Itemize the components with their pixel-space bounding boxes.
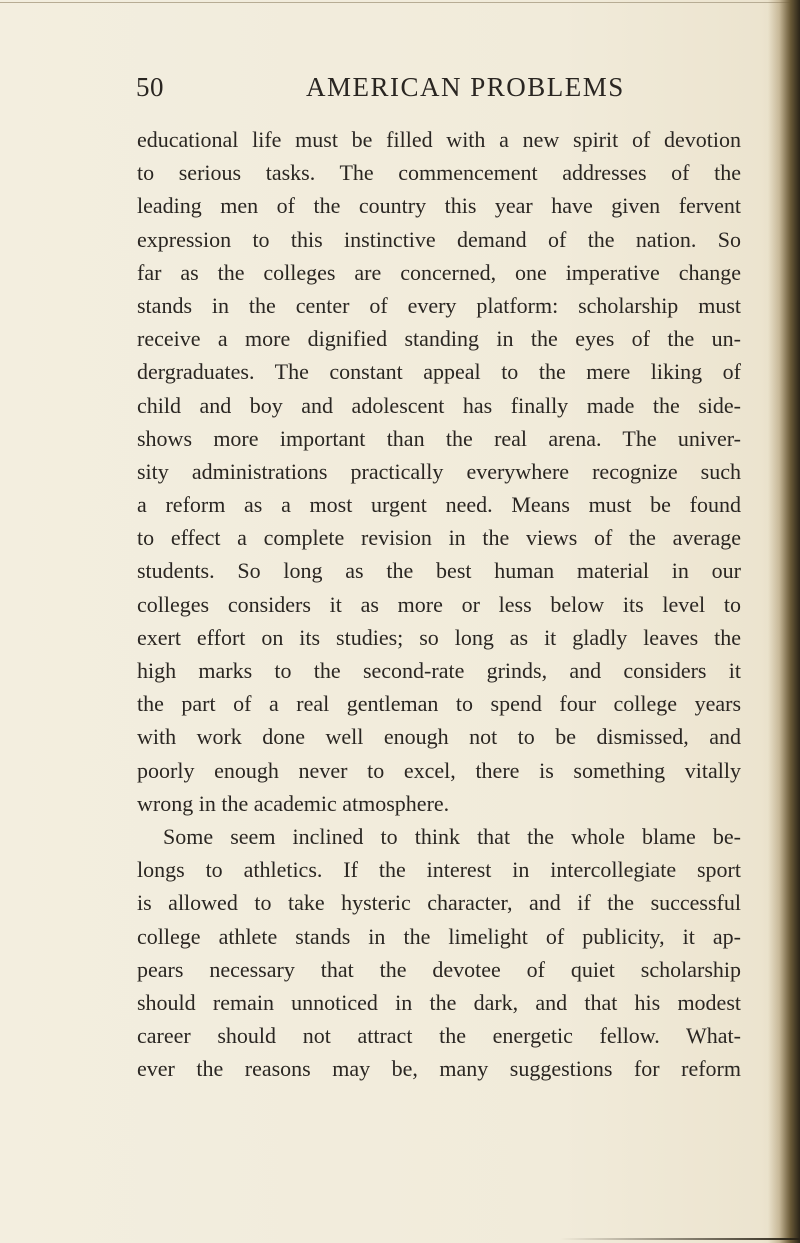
paragraph-start-line: Some seem inclined to think that the whole blame be-	[163, 823, 741, 849]
text-line: ever the reasons may be, many suggestions for reform	[137, 1056, 741, 1082]
text-line: career should not attract the energetic fellow. What-	[137, 1023, 741, 1049]
text-line: dergraduates. The constant appeal to the mere liking of	[137, 359, 741, 385]
page-number: 50	[136, 72, 164, 102]
text-line: is allowed to take hysteric character, and if the successful	[137, 890, 741, 916]
text-line: a reform as a most urgent need. Means must be found	[137, 492, 741, 518]
text-line: to serious tasks. The commencement addresses of the	[137, 160, 741, 186]
text-line: longs to athletics. If the interest in intercollegiate sport	[137, 857, 741, 883]
text-line: high marks to the second-rate grinds, and considers it	[137, 658, 741, 683]
text-line: pears necessary that the devotee of quiet scholarship	[137, 956, 741, 982]
text-line: poorly enough never to excel, there is something vitally	[137, 757, 741, 783]
text-line: colleges considers it as more or less below its level to	[137, 591, 741, 617]
text-line: college athlete stands in the limelight of publicity, it ap-	[137, 923, 741, 949]
text-line: child and boy and adolescent has finally made the side-	[137, 392, 741, 418]
page-binding-edge	[768, 0, 800, 1243]
text-line: shows more important than the real arena. The univer-	[137, 425, 741, 451]
text-line: sity administrations practically everywhere recognize such	[137, 458, 741, 484]
text-line: stands in the center of every platform: scholarship must	[137, 292, 741, 318]
text-line: with work done well enough not to be dismissed, and	[137, 724, 741, 750]
text-line: exert effort on its studies; so long as it gladly leaves the	[137, 624, 741, 650]
page-top-edge	[0, 2, 790, 3]
text-line: educational life must be filled with a new spirit of devotion	[137, 127, 741, 152]
text-line: should remain unnoticed in the dark, and that his modest	[137, 989, 741, 1015]
body-text	[137, 123, 741, 1085]
running-head: AMERICAN PROBLEMS	[306, 72, 625, 102]
page-bottom-edge	[560, 1238, 800, 1240]
text-line: to effect a complete revision in the views of the average	[137, 525, 741, 551]
text-line: students. So long as the best human material in our	[137, 558, 741, 584]
text-line: leading men of the country this year have given fervent	[137, 193, 741, 219]
text-line: the part of a real gentleman to spend four college years	[137, 691, 741, 717]
text-line: receive a more dignified standing in the eyes of the un-	[137, 326, 741, 352]
text-line: expression to this instinctive demand of the nation. So	[137, 226, 741, 252]
text-line: far as the colleges are concerned, one imperative change	[137, 259, 741, 285]
page-header	[0, 72, 800, 112]
paragraph-end-line: wrong in the academic atmosphere.	[137, 790, 450, 816]
